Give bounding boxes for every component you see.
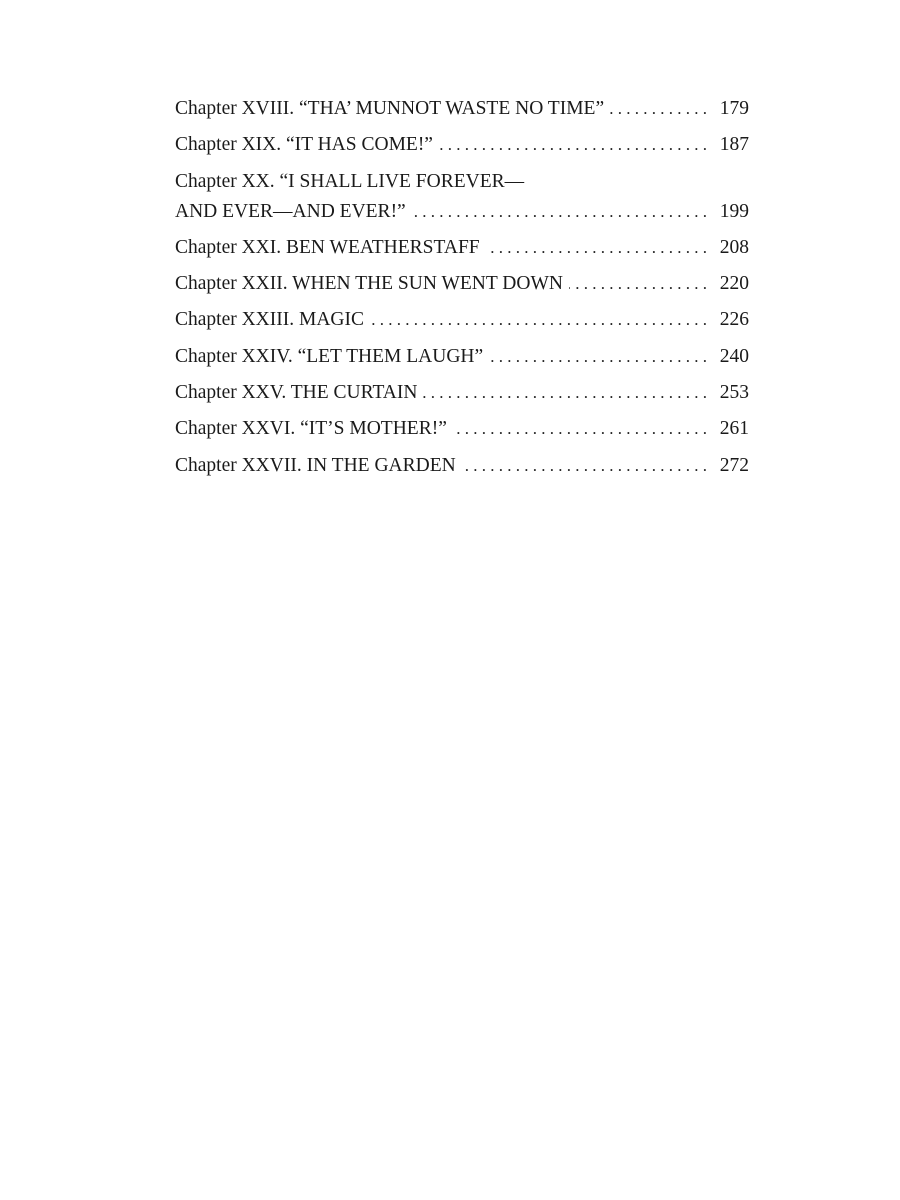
chapter-title-line-2: AND EVER—AND EVER!” — [175, 200, 406, 222]
toc-entry[interactable] — [175, 305, 749, 335]
chapter-title: Chapter XXIV. “LET THEM LAUGH” — [175, 345, 484, 367]
dot-leader — [489, 342, 707, 372]
page-number: 187 — [719, 134, 749, 156]
toc-entry[interactable] — [175, 378, 749, 408]
page-number: 179 — [719, 98, 749, 119]
page-number: 199 — [719, 200, 749, 222]
toc-entry[interactable] — [175, 233, 749, 263]
chapter-title: Chapter XIX. “IT HAS COME!” — [175, 134, 433, 156]
dot-leader — [610, 94, 707, 124]
chapter-title: Chapter XXV. THE CURTAIN — [175, 382, 418, 404]
chapter-title: Chapter XXII. WHEN THE SUN WENT DOWN — [175, 273, 563, 295]
page-number: 220 — [719, 273, 749, 295]
toc-entry[interactable] — [175, 167, 749, 227]
chapter-title: Chapter XXVI. “IT’S MOTHER!” — [175, 418, 447, 440]
table-of-contents — [175, 94, 749, 487]
dot-leader — [462, 451, 707, 481]
page-number: 261 — [719, 418, 749, 440]
chapter-title: Chapter XXI. BEN WEATHERSTAFF — [175, 236, 480, 258]
page-number: 240 — [719, 345, 749, 367]
chapter-title-line-1: Chapter XX. “I SHALL LIVE FOREVER— — [175, 170, 525, 192]
dot-leader — [569, 269, 707, 299]
page-number: 226 — [719, 309, 749, 331]
toc-entry[interactable] — [175, 451, 749, 481]
dot-leader — [423, 378, 707, 408]
toc-entry[interactable] — [175, 94, 749, 124]
page-number: 253 — [719, 382, 749, 404]
dot-leader — [439, 130, 707, 160]
dot-leader — [486, 233, 707, 263]
toc-entry[interactable] — [175, 342, 749, 372]
chapter-title: Chapter XVIII. “THA’ MUNNOT WASTE NO TIME” — [175, 98, 605, 119]
page-number: 208 — [719, 236, 749, 258]
toc-entry[interactable] — [175, 269, 749, 299]
page-number: 272 — [719, 454, 749, 476]
dot-leader — [412, 197, 707, 227]
chapter-title: Chapter XXVII. IN THE GARDEN — [175, 454, 456, 476]
chapter-title: Chapter XXIII. MAGIC — [175, 309, 365, 331]
dot-leader — [453, 414, 707, 444]
toc-entry[interactable] — [175, 414, 749, 444]
dot-leader — [370, 305, 707, 335]
toc-entry[interactable] — [175, 130, 749, 160]
